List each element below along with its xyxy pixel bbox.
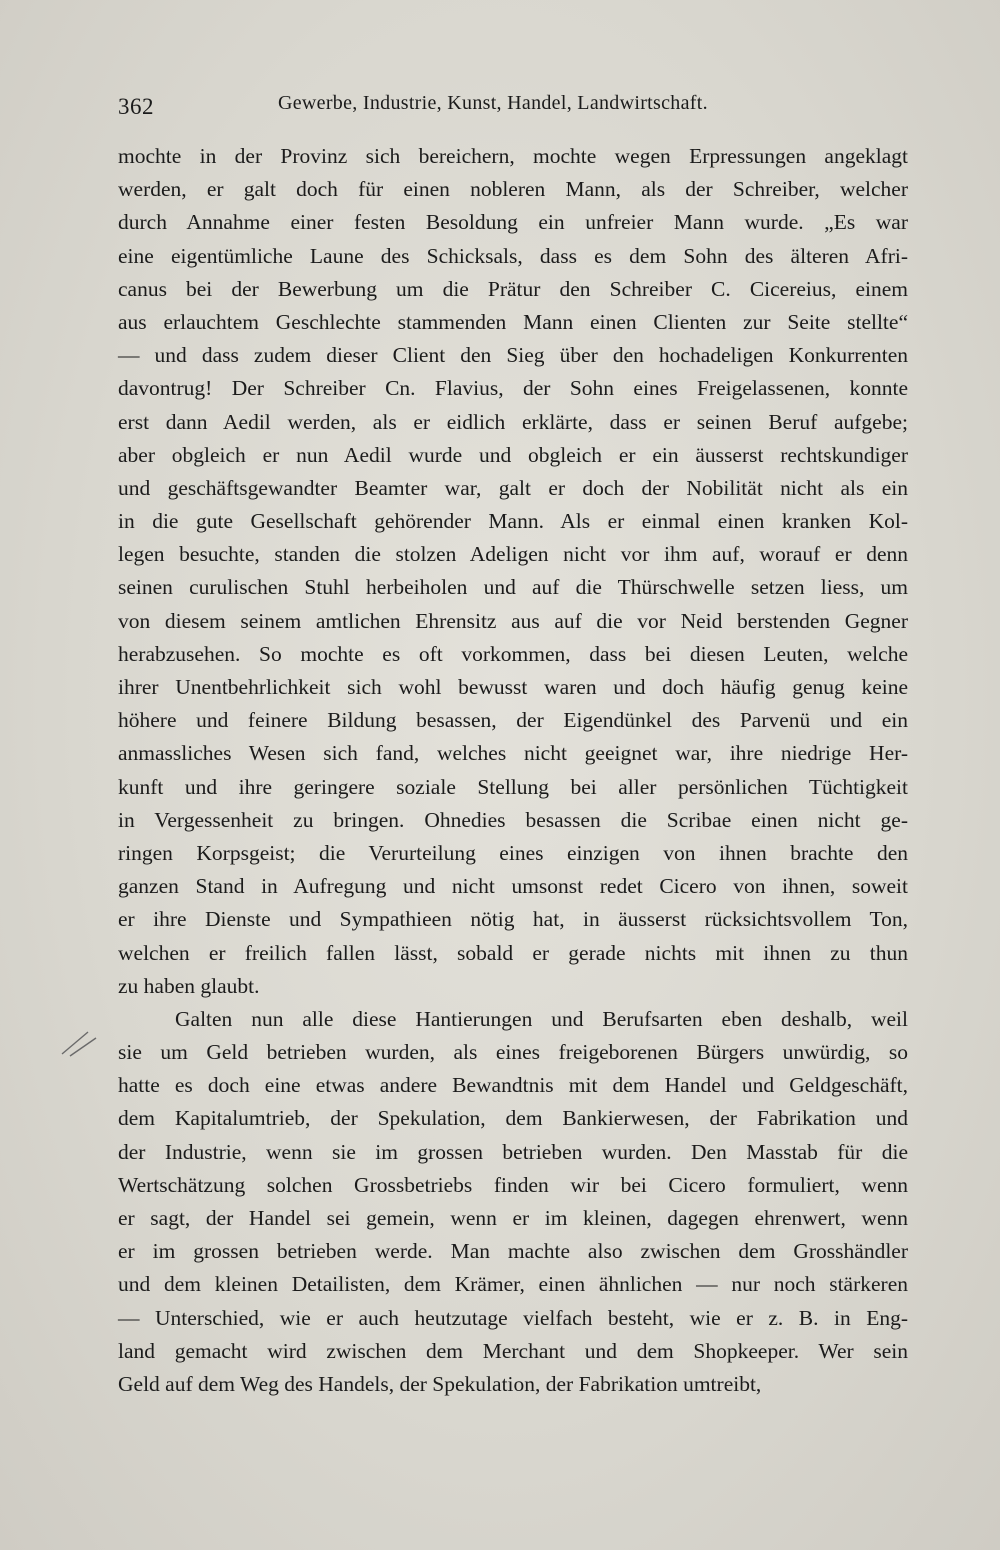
text-line: aber obgleich er nun Aedil wurde und obgleich er ein äusserst rechtskundiger (118, 442, 908, 467)
text-line: aus erlauchtem Geschlechte stammenden Mann einen Clienten zur Seite stellte“ (118, 309, 908, 334)
page-number: 362 (118, 94, 154, 119)
text-line: und dem kleinen Detailisten, dem Krämer, einen ähnlichen — nur noch stärkeren (118, 1272, 908, 1297)
text-line: er im grossen betrieben werde. Man machte also zwischen dem Grosshändler (118, 1239, 908, 1264)
text-line: herabzusehen. So mochte es oft vorkommen, dass bei diesen Leuten, welche (118, 641, 908, 666)
text-line: land gemacht wird zwischen dem Merchant und dem Shopkeeper. Wer sein (118, 1338, 908, 1363)
text-line: von diesem seinem amtlichen Ehrensitz aus auf die vor Neid berstenden Gegner (118, 608, 908, 633)
text-line: eine eigentümliche Laune des Schicksals, dass es dem Sohn des älteren Afri- (118, 243, 908, 268)
text-line: werden, er galt doch für einen nobleren Mann, als der Schreiber, welcher (118, 177, 908, 202)
text-line: hatte es doch eine etwas andere Bewandtnis mit dem Handel und Geldgeschäft, (118, 1073, 908, 1098)
text-line: dem Kapitalumtrieb, der Spekulation, dem Bankierwesen, der Fabrikation und (118, 1106, 908, 1131)
body-text (118, 140, 908, 1401)
text-line: zu haben glaubt. (118, 973, 260, 998)
text-line: kunft und ihre geringere soziale Stellung bei aller persönlichen Tüchtigkeit (118, 774, 908, 799)
paragraph-1 (118, 140, 908, 1003)
text-line: in die gute Gesellschaft gehörender Mann. Als er einmal einen kranken Kol- (118, 509, 908, 534)
text-line: anmassliches Wesen sich fand, welches nicht geeignet war, ihre niedrige Her- (118, 741, 908, 766)
text-line: er sagt, der Handel sei gemein, wenn er im kleinen, dagegen ehrenwert, wenn (118, 1206, 908, 1230)
text-line: welchen er freilich fallen lässt, sobald er gerade nichts mit ihnen zu thun (118, 940, 908, 965)
text-line: Wertschätzung solchen Grossbetriebs finden wir bei Cicero formuliert, wenn (118, 1172, 908, 1197)
text-line: davontrug! Der Schreiber Cn. Flavius, der Sohn eines Freigelassenen, konnte (118, 376, 908, 401)
text-line: der Industrie, wenn sie im grossen betrieben wurden. Den Masstab für die (118, 1139, 908, 1164)
text-line: ganzen Stand in Aufregung und nicht umsonst redet Cicero von ihnen, soweit (118, 874, 908, 899)
text-line: legen besuchte, standen die stolzen Adeligen nicht vor ihm auf, worauf er denn (118, 542, 908, 567)
text-line: seinen curulischen Stuhl herbeiholen und auf die Thürschwelle setzen liess, um (118, 575, 908, 600)
text-line: Geld auf dem Weg des Handels, der Spekulation, der Fabrikation umtreibt, (118, 1371, 762, 1396)
text-line: in Vergessenheit zu bringen. Ohnedies besassen die Scribae einen nicht ge- (118, 807, 908, 832)
text-line: höhere und feinere Bildung besassen, der Eigendünkel des Parvenü und ein (118, 708, 908, 733)
text-line: ihrer Unentbehrlichkeit sich wohl bewusst waren und doch häufig genug keine (118, 675, 908, 699)
text-line: er ihre Dienste und Sympathieen nötig hat, in äusserst rücksichtsvollem Ton, (118, 907, 908, 932)
text-line: durch Annahme einer festen Besoldung ein unfreier Mann wurde. „Es war (118, 210, 908, 235)
text-line: Galten nun alle diese Hantierungen und Berufsarten eben deshalb, weil (175, 1006, 908, 1031)
margin-pencil-mark (58, 1028, 98, 1058)
text-line: und geschäftsgewandter Beamter war, galt er doch der Nobilität nicht als ein (118, 475, 908, 500)
text-line: — Unterschied, wie er auch heutzutage vielfach besteht, wie er z. B. in Eng- (118, 1305, 908, 1330)
running-head: Gewerbe, Industrie, Kunst, Handel, Landwirtschaft. (278, 92, 708, 114)
page-header (118, 92, 908, 126)
text-line: — und dass zudem dieser Client den Sieg über den hochadeligen Konkurrenten (118, 343, 908, 368)
text-line: erst dann Aedil werden, als er eidlich erklärte, dass er seinen Beruf aufgebe; (118, 409, 908, 434)
paragraph-2 (118, 1003, 908, 1401)
text-line: mochte in der Provinz sich bereichern, mochte wegen Erpressungen angeklagt (118, 144, 908, 168)
text-line: canus bei der Bewerbung um die Prätur den Schreiber C. Cicereius, einem (118, 276, 908, 301)
text-line: sie um Geld betrieben wurden, als eines freigeborenen Bürgers unwürdig, so (118, 1040, 908, 1065)
text-line: ringen Korpsgeist; die Verurteilung eines einzigen von ihnen brachte den (118, 840, 908, 865)
